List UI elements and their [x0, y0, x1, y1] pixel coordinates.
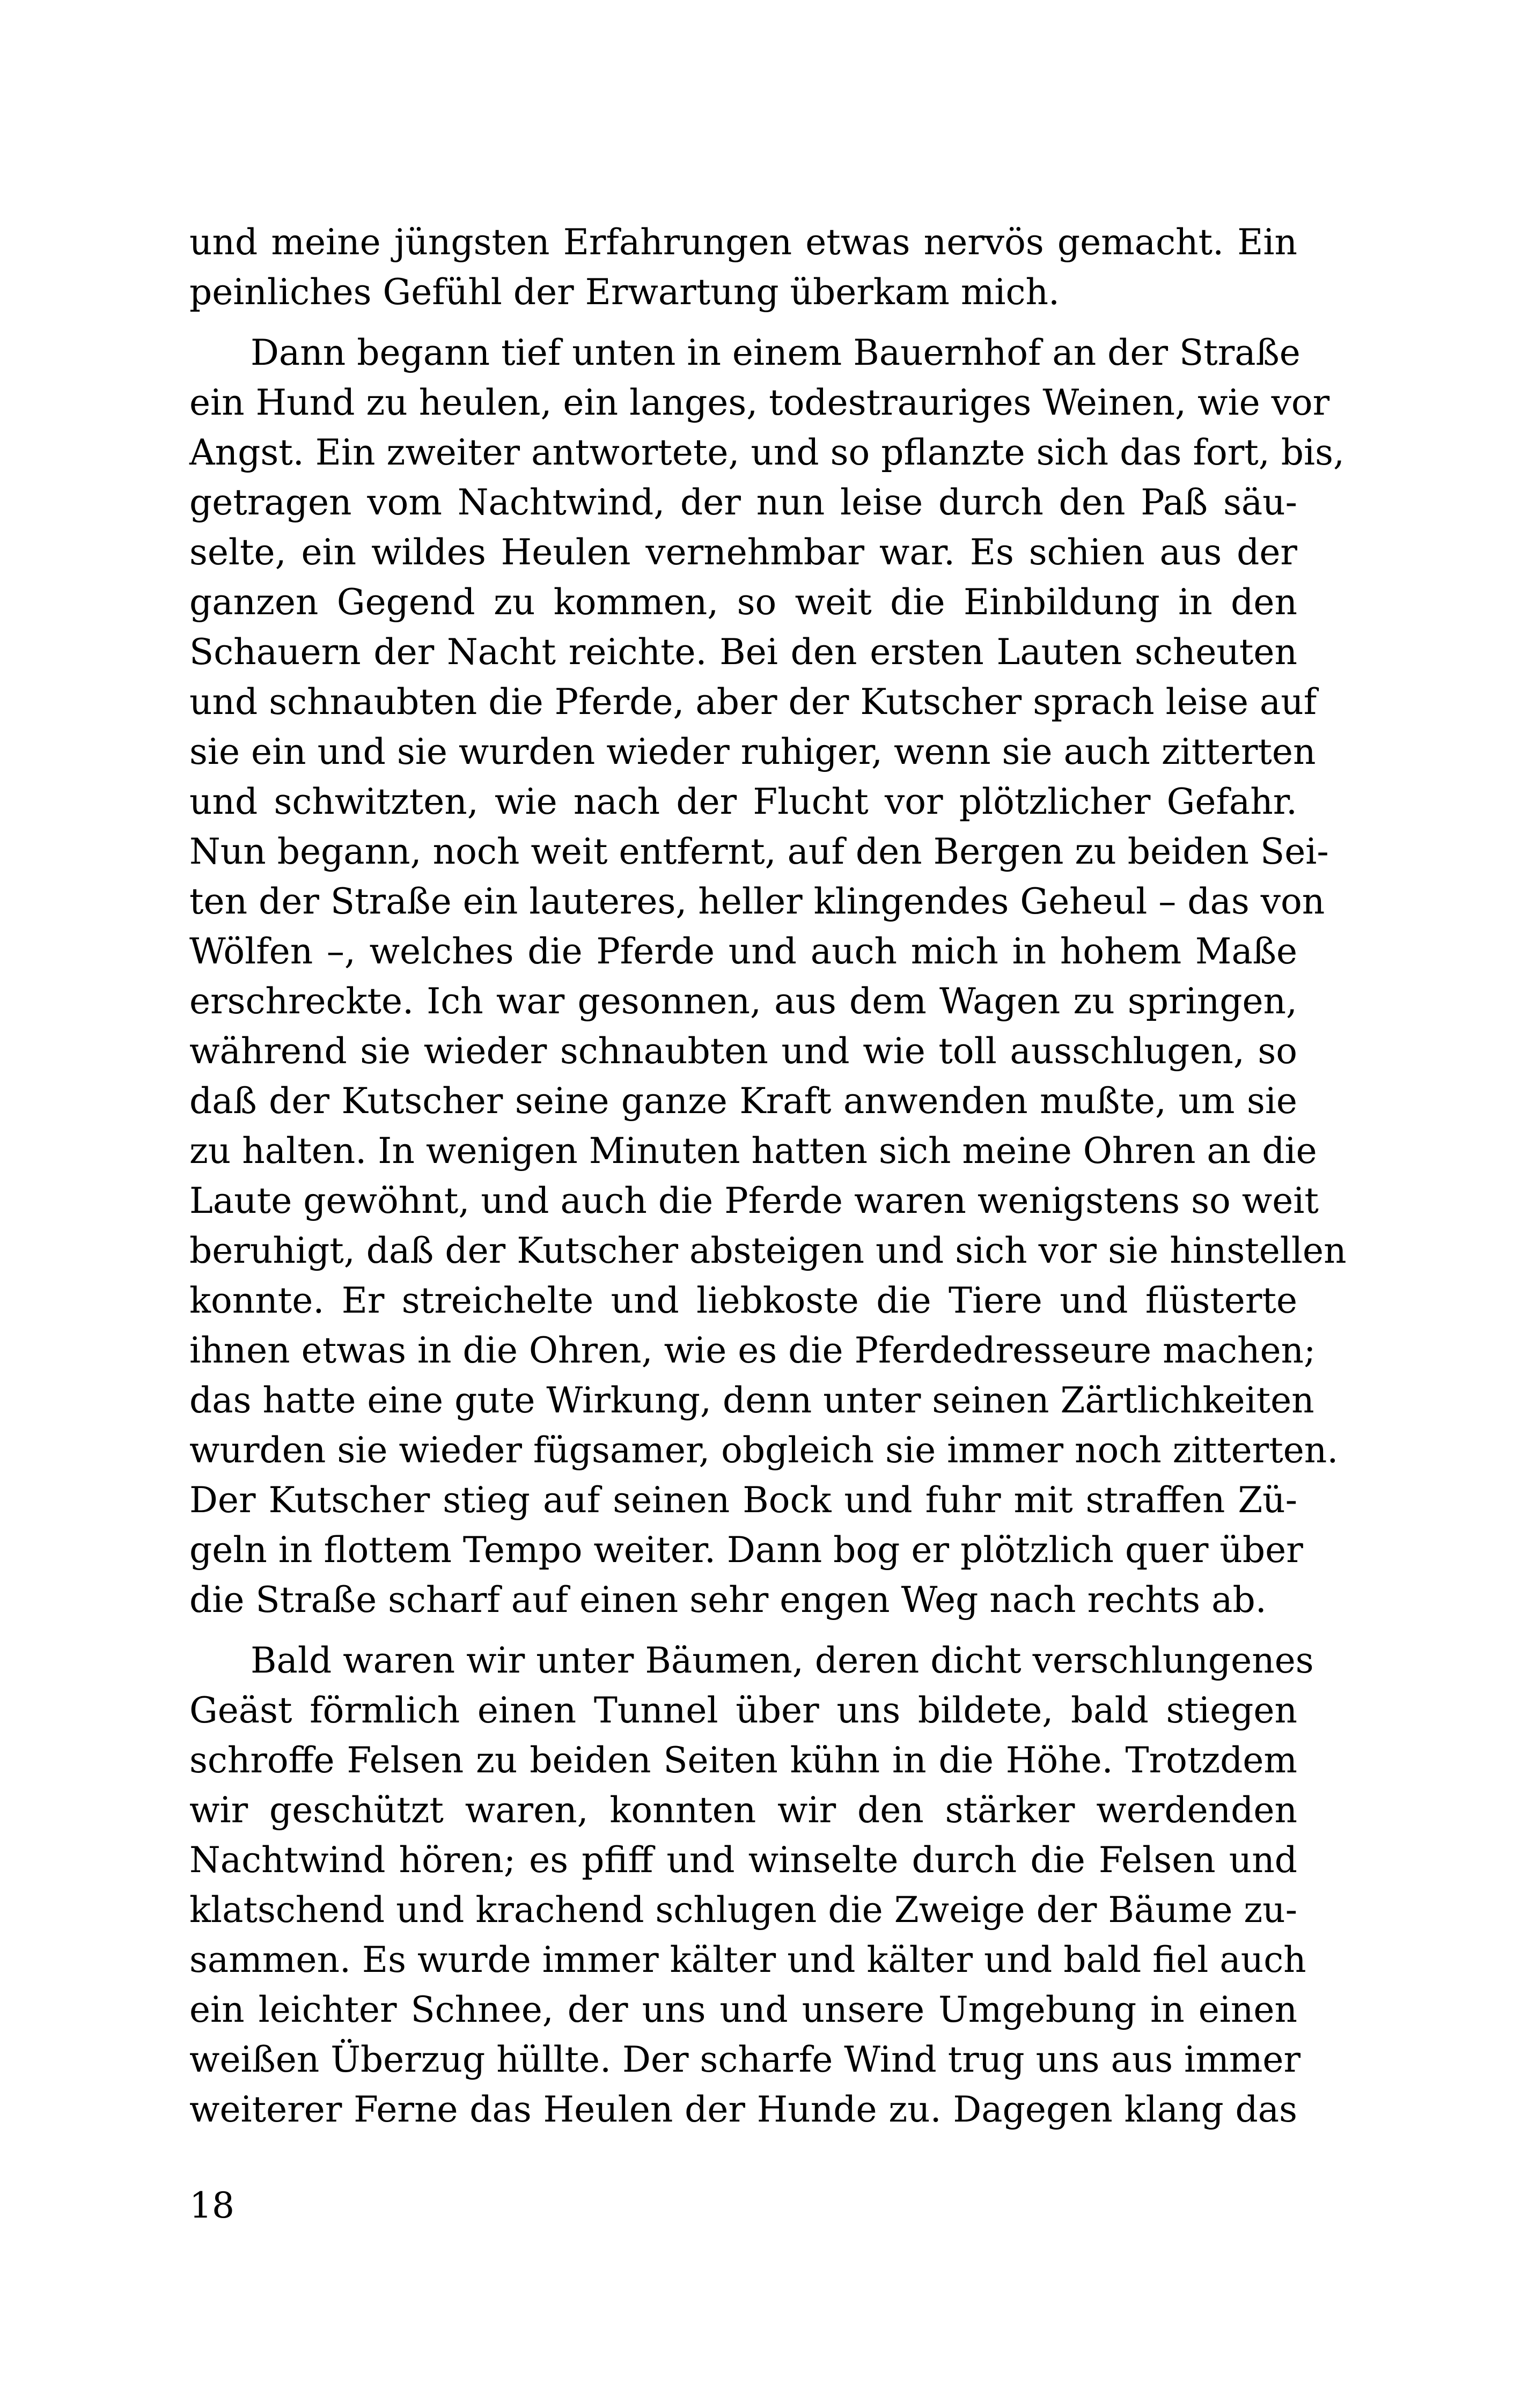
text-line: sie ein und sie wurden wieder ruhiger, wenn sie auch zitterten	[189, 731, 1316, 772]
text-line: schroffe Felsen zu beiden Seiten kühn in die Höhe. Trotzdem	[189, 1740, 1297, 1781]
text-line: Geäst förmlich einen Tunnel über uns bildete, bald stiegen	[189, 1690, 1297, 1731]
text-line: weiterer Ferne das Heulen der Hunde zu. Dagegen klang das	[189, 2089, 1297, 2130]
text-line: und schwitzten, wie nach der Flucht vor plötzlicher Gefahr.	[189, 781, 1297, 822]
text-line: ein Hund zu heulen, ein langes, todestrauriges Weinen, wie vor	[189, 382, 1330, 423]
text-line: das hatte eine gute Wirkung, denn unter seinen Zärtlichkeiten	[189, 1380, 1314, 1421]
text-line: klatschend und krachend schlugen die Zweige der Bäume zu-	[189, 1889, 1297, 1931]
text-line: getragen vom Nachtwind, der nun leise durch den Paß säu-	[189, 482, 1297, 523]
text-line: zu halten. In wenigen Minuten hatten sich meine Ohren an die	[189, 1130, 1317, 1172]
page-number: 18	[189, 2185, 234, 2226]
text-line: Nachtwind hören; es pfiff und winselte durch die Felsen und	[189, 1839, 1297, 1881]
text-line: wir geschützt waren, konnten wir den stärker werdenden	[189, 1790, 1297, 1831]
text-line: Bald waren wir unter Bäumen, deren dicht verschlungenes	[251, 1640, 1314, 1681]
text-line: geln in flottem Tempo weiter. Dann bog er plötzlich quer über	[189, 1529, 1303, 1571]
text-line: peinliches Gefühl der Erwartung überkam mich.	[189, 271, 1060, 313]
text-line: Der Kutscher stieg auf seinen Bock und fuhr mit straffen Zü-	[189, 1479, 1297, 1521]
text-line: sammen. Es wurde immer kälter und kälter und bald fiel auch	[189, 1939, 1306, 1980]
text-line: erschreckte. Ich war gesonnen, aus dem Wagen zu springen,	[189, 981, 1297, 1022]
text-line: ein leichter Schnee, der uns und unsere Umgebung in einen	[189, 1989, 1297, 2030]
text-line: wurden sie wieder fügsamer, obgleich sie immer noch zitterten.	[189, 1430, 1339, 1471]
text-line: Wölfen –, welches die Pferde und auch mich in hohem Maße	[189, 931, 1297, 972]
text-line: und schnaubten die Pferde, aber der Kutscher sprach leise auf	[189, 681, 1317, 723]
text-line: Laute gewöhnt, und auch die Pferde waren wenigstens so weit	[189, 1180, 1319, 1221]
paragraph	[189, 217, 1297, 317]
text-line: ihnen etwas in die Ohren, wie es die Pferdedresseure machen;	[189, 1330, 1316, 1371]
text-line: ten der Straße ein lauteres, heller klingendes Geheul – das von	[189, 881, 1325, 922]
paragraph	[189, 328, 1347, 1625]
text-line: während sie wieder schnaubten und wie toll ausschlugen, so	[189, 1030, 1297, 1072]
text-line: die Straße scharf auf einen sehr engen Weg nach rechts ab.	[189, 1579, 1267, 1621]
text-line: beruhigt, daß der Kutscher absteigen und sich vor sie hinstellen	[189, 1230, 1347, 1271]
text-line: Angst. Ein zweiter antwortete, und so pflanzte sich das fort, bis,	[189, 432, 1344, 473]
text-line: Nun begann, noch weit entfernt, auf den Bergen zu beiden Sei-	[189, 831, 1329, 872]
text-line: konnte. Er streichelte und liebkoste die Tiere und flüsterte	[189, 1280, 1297, 1321]
text-line: ganzen Gegend zu kommen, so weit die Einbildung in den	[189, 581, 1297, 623]
text-line: und meine jüngsten Erfahrungen etwas nervös gemacht. Ein	[189, 222, 1297, 263]
body-text	[189, 217, 1347, 2134]
text-line: daß der Kutscher seine ganze Kraft anwenden mußte, um sie	[189, 1080, 1297, 1122]
text-line: Dann begann tief unten in einem Bauernhof an der Straße	[251, 332, 1300, 373]
paragraph	[189, 1636, 1314, 2134]
text-line: Schauern der Nacht reichte. Bei den ersten Lauten scheuten	[189, 631, 1297, 673]
text-line: selte, ein wildes Heulen vernehmbar war. Es schien aus der	[189, 532, 1297, 573]
text-line: weißen Überzug hüllte. Der scharfe Wind trug uns aus immer	[189, 2039, 1301, 2080]
